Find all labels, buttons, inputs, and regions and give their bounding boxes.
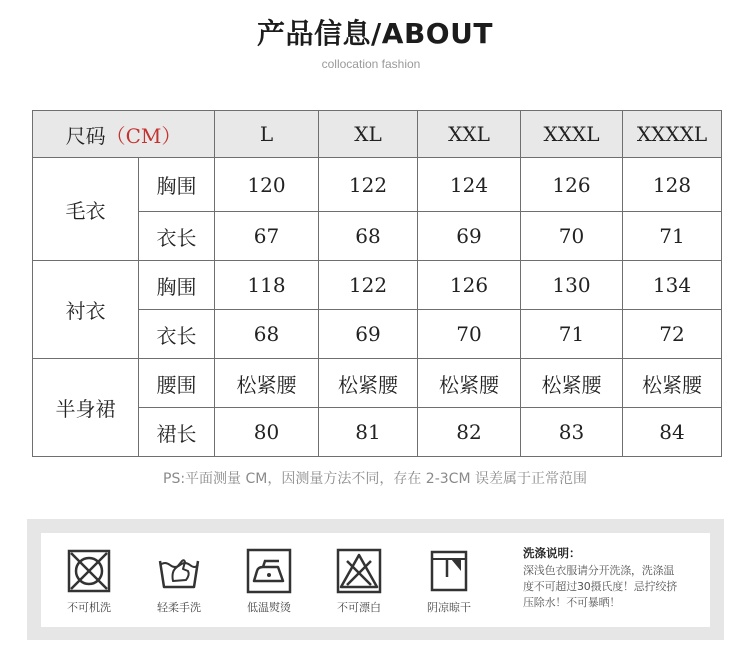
wash-instructions-line: 压除水！不可暴晒！: [523, 596, 621, 609]
category-cell: 衬衣: [33, 261, 139, 359]
care-label: 阴凉晾干: [427, 601, 471, 614]
size-header-cell: XXXXL: [623, 111, 722, 158]
page-subtitle: collocation fashion: [321, 57, 421, 71]
measure-cell: 衣长: [139, 212, 215, 261]
category-cell: 毛衣: [33, 158, 139, 261]
size-corner-unit: （CM）: [105, 123, 182, 148]
value-cell: 84: [623, 408, 722, 457]
gentle-hand-wash-icon: [155, 547, 203, 595]
table-row: [33, 261, 722, 310]
care-panel-inner: [41, 533, 710, 627]
table-row: [33, 158, 722, 212]
measurement-note: PS:平面测量 CM，因测量方法不同，存在 2-3CM 误差属于正常范围: [163, 471, 587, 487]
value-cell: 72: [623, 310, 722, 359]
category-cell: 半身裙: [33, 359, 139, 457]
value-cell: 128: [623, 158, 722, 212]
value-cell: 126: [418, 261, 521, 310]
care-label: 轻柔手洗: [157, 601, 201, 614]
value-cell: 81: [319, 408, 418, 457]
size-corner-label: 尺码: [65, 123, 106, 148]
care-label: 不可机洗: [67, 601, 111, 614]
care-item: [409, 547, 489, 615]
value-cell: 122: [319, 158, 418, 212]
value-cell: 134: [623, 261, 722, 310]
care-item: [139, 547, 219, 615]
measure-cell: 胸围: [139, 158, 215, 212]
table-row: [33, 359, 722, 408]
wash-instructions-line: 度不可超过30摄氏度！忌拧绞挤: [523, 580, 677, 593]
value-cell: 69: [418, 212, 521, 261]
measure-cell: 胸围: [139, 261, 215, 310]
value-cell: 118: [215, 261, 319, 310]
wash-instructions: [523, 545, 708, 611]
value-cell: 122: [319, 261, 418, 310]
page-title: 产品信息/ABOUT: [257, 17, 493, 50]
value-cell: 松紧腰: [623, 359, 722, 408]
size-header-cell: XL: [319, 111, 418, 158]
value-cell: 83: [521, 408, 623, 457]
value-cell: 68: [319, 212, 418, 261]
care-item: [319, 547, 399, 615]
measure-cell: 腰围: [139, 359, 215, 408]
no-machine-wash-icon: [65, 547, 113, 595]
size-header-cell: L: [215, 111, 319, 158]
value-cell: 68: [215, 310, 319, 359]
size-header-row: [33, 111, 722, 158]
care-item: [49, 547, 129, 615]
value-cell: 70: [418, 310, 521, 359]
size-header-cell: XXL: [418, 111, 521, 158]
care-label: 低温熨烫: [247, 601, 291, 614]
value-cell: 松紧腰: [215, 359, 319, 408]
care-panel: [27, 519, 724, 640]
no-bleach-icon: [335, 547, 383, 595]
wash-instructions-line: 深浅色衣服请分开洗涤，洗涤温: [523, 564, 675, 577]
low-temp-iron-icon: [245, 547, 293, 595]
value-cell: 126: [521, 158, 623, 212]
value-cell: 松紧腰: [418, 359, 521, 408]
value-cell: 70: [521, 212, 623, 261]
measure-cell: 裙长: [139, 408, 215, 457]
value-cell: 124: [418, 158, 521, 212]
shade-dry-icon: [425, 547, 473, 595]
value-cell: 120: [215, 158, 319, 212]
value-cell: 130: [521, 261, 623, 310]
measure-cell: 衣长: [139, 310, 215, 359]
value-cell: 松紧腰: [521, 359, 623, 408]
size-corner-cell: [33, 111, 215, 158]
size-header-cell: XXXL: [521, 111, 623, 158]
care-item: [229, 547, 309, 615]
value-cell: 71: [623, 212, 722, 261]
wash-instructions-title: 洗涤说明：: [523, 546, 581, 560]
value-cell: 80: [215, 408, 319, 457]
size-table: [32, 110, 722, 457]
value-cell: 松紧腰: [319, 359, 418, 408]
value-cell: 71: [521, 310, 623, 359]
care-label: 不可漂白: [337, 601, 381, 614]
value-cell: 69: [319, 310, 418, 359]
value-cell: 67: [215, 212, 319, 261]
value-cell: 82: [418, 408, 521, 457]
